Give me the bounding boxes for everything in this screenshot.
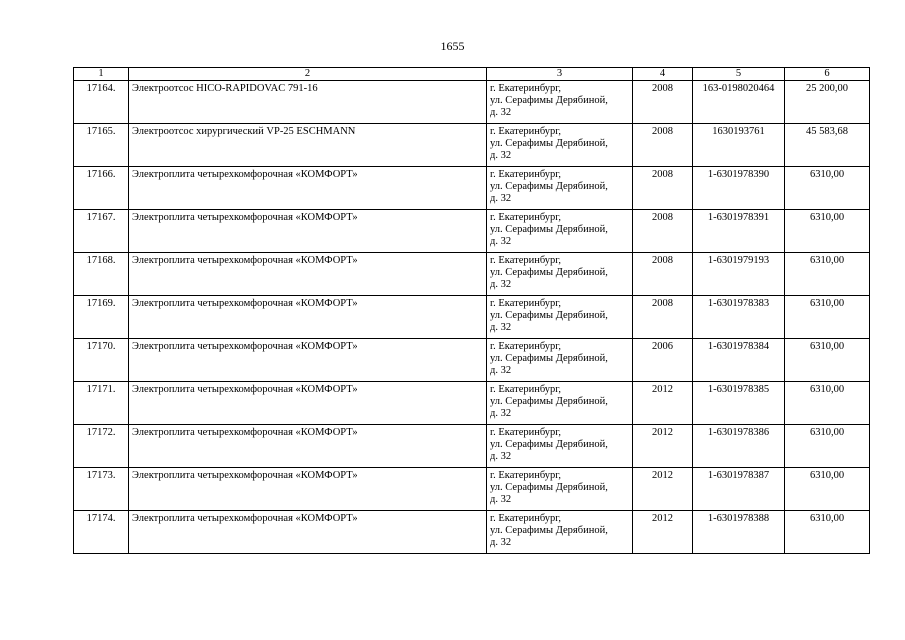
column-header-5: 5 <box>693 68 785 81</box>
item-year: 2006 <box>633 339 693 382</box>
address-line-3: д. 32 <box>490 365 512 376</box>
address-line-2: ул. Серафимы Дерябиной, <box>490 138 608 149</box>
item-price: 6310,00 <box>785 511 870 554</box>
item-address <box>487 167 633 210</box>
item-address <box>487 511 633 554</box>
table-row <box>74 425 870 468</box>
item-name: Электроотсос хирургический VP-25 ESCHMANN <box>129 124 487 167</box>
item-address <box>487 425 633 468</box>
address-line-2: ул. Серафимы Дерябиной, <box>490 181 608 192</box>
item-name: Электроплита четырехкомфорочная «КОМФОРТ» <box>129 296 487 339</box>
item-address <box>487 468 633 511</box>
row-number: 17171. <box>74 382 129 425</box>
table-row <box>74 81 870 124</box>
column-header-1: 1 <box>74 68 129 81</box>
item-price: 6310,00 <box>785 382 870 425</box>
item-price: 6310,00 <box>785 468 870 511</box>
table-row <box>74 296 870 339</box>
inventory-number: 1-6301978391 <box>693 210 785 253</box>
table-body <box>74 81 870 554</box>
item-name: Электроотсос HICO-RAPIDOVAC 791-16 <box>129 81 487 124</box>
item-year: 2008 <box>633 296 693 339</box>
item-year: 2012 <box>633 468 693 511</box>
row-number: 17168. <box>74 253 129 296</box>
address-line-2: ул. Серафимы Дерябиной, <box>490 353 608 364</box>
table-row <box>74 339 870 382</box>
table-row <box>74 253 870 296</box>
row-number: 17174. <box>74 511 129 554</box>
row-number: 17165. <box>74 124 129 167</box>
item-price: 6310,00 <box>785 339 870 382</box>
item-price: 6310,00 <box>785 167 870 210</box>
item-year: 2012 <box>633 382 693 425</box>
column-header-2: 2 <box>129 68 487 81</box>
item-price: 6310,00 <box>785 210 870 253</box>
address-line-2: ул. Серафимы Дерябиной, <box>490 95 608 106</box>
item-name: Электроплита четырехкомфорочная «КОМФОРТ» <box>129 382 487 425</box>
address-line-1: г. Екатеринбург, <box>490 384 562 395</box>
column-header-6: 6 <box>785 68 870 81</box>
address-line-2: ул. Серафимы Дерябиной, <box>490 267 608 278</box>
inventory-number: 1-6301978387 <box>693 468 785 511</box>
header-row <box>74 68 870 81</box>
address-line-1: г. Екатеринбург, <box>490 341 562 352</box>
address-line-2: ул. Серафимы Дерябиной, <box>490 224 608 235</box>
table-row <box>74 382 870 425</box>
table-header <box>74 68 870 81</box>
address-line-3: д. 32 <box>490 150 512 161</box>
inventory-number: 1-6301978386 <box>693 425 785 468</box>
table-row <box>74 210 870 253</box>
address-line-3: д. 32 <box>490 236 512 247</box>
table-row <box>74 468 870 511</box>
row-number: 17169. <box>74 296 129 339</box>
inventory-number: 1630193761 <box>693 124 785 167</box>
address-line-1: г. Екатеринбург, <box>490 212 562 223</box>
registry-table <box>73 67 870 554</box>
item-price: 45 583,68 <box>785 124 870 167</box>
address-line-3: д. 32 <box>490 279 512 290</box>
item-year: 2008 <box>633 81 693 124</box>
item-year: 2008 <box>633 210 693 253</box>
address-line-1: г. Екатеринбург, <box>490 427 562 438</box>
inventory-number: 1-6301978390 <box>693 167 785 210</box>
row-number: 17170. <box>74 339 129 382</box>
item-address <box>487 81 633 124</box>
address-line-1: г. Екатеринбург, <box>490 255 562 266</box>
address-line-3: д. 32 <box>490 408 512 419</box>
item-address <box>487 124 633 167</box>
address-line-3: д. 32 <box>490 537 512 548</box>
address-line-3: д. 32 <box>490 451 512 462</box>
column-header-4: 4 <box>633 68 693 81</box>
item-address <box>487 210 633 253</box>
table-row <box>74 167 870 210</box>
item-name: Электроплита четырехкомфорочная «КОМФОРТ» <box>129 425 487 468</box>
page-number: 1655 <box>440 39 465 53</box>
row-number: 17173. <box>74 468 129 511</box>
item-address <box>487 339 633 382</box>
inventory-number: 1-6301978384 <box>693 339 785 382</box>
address-line-3: д. 32 <box>490 322 512 333</box>
item-price: 6310,00 <box>785 253 870 296</box>
row-number: 17164. <box>74 81 129 124</box>
inventory-number: 1-6301978385 <box>693 382 785 425</box>
item-name: Электроплита четырехкомфорочная «КОМФОРТ» <box>129 511 487 554</box>
item-price: 6310,00 <box>785 425 870 468</box>
item-name: Электроплита четырехкомфорочная «КОМФОРТ» <box>129 339 487 382</box>
address-line-2: ул. Серафимы Дерябиной, <box>490 482 608 493</box>
address-line-1: г. Екатеринбург, <box>490 83 562 94</box>
address-line-2: ул. Серафимы Дерябиной, <box>490 396 608 407</box>
address-line-3: д. 32 <box>490 193 512 204</box>
address-line-1: г. Екатеринбург, <box>490 169 562 180</box>
item-name: Электроплита четырехкомфорочная «КОМФОРТ» <box>129 210 487 253</box>
inventory-number: 163-0198020464 <box>693 81 785 124</box>
item-address <box>487 382 633 425</box>
row-number: 17172. <box>74 425 129 468</box>
item-address <box>487 296 633 339</box>
address-line-3: д. 32 <box>490 107 512 118</box>
inventory-number: 1-6301978388 <box>693 511 785 554</box>
item-name: Электроплита четырехкомфорочная «КОМФОРТ» <box>129 167 487 210</box>
item-price: 6310,00 <box>785 296 870 339</box>
address-line-2: ул. Серафимы Дерябиной, <box>490 525 608 536</box>
item-year: 2008 <box>633 124 693 167</box>
address-line-2: ул. Серафимы Дерябиной, <box>490 439 608 450</box>
item-price: 25 200,00 <box>785 81 870 124</box>
address-line-2: ул. Серафимы Дерябиной, <box>490 310 608 321</box>
item-address <box>487 253 633 296</box>
item-name: Электроплита четырехкомфорочная «КОМФОРТ» <box>129 253 487 296</box>
row-number: 17167. <box>74 210 129 253</box>
address-line-1: г. Екатеринбург, <box>490 513 562 524</box>
address-line-3: д. 32 <box>490 494 512 505</box>
inventory-number: 1-6301978383 <box>693 296 785 339</box>
row-number: 17166. <box>74 167 129 210</box>
inventory-number: 1-6301979193 <box>693 253 785 296</box>
table-row <box>74 511 870 554</box>
item-year: 2012 <box>633 511 693 554</box>
item-year: 2008 <box>633 167 693 210</box>
item-year: 2008 <box>633 253 693 296</box>
item-name: Электроплита четырехкомфорочная «КОМФОРТ» <box>129 468 487 511</box>
table-row <box>74 124 870 167</box>
item-year: 2012 <box>633 425 693 468</box>
address-line-1: г. Екатеринбург, <box>490 298 562 309</box>
column-header-3: 3 <box>487 68 633 81</box>
address-line-1: г. Екатеринбург, <box>490 126 562 137</box>
address-line-1: г. Екатеринбург, <box>490 470 562 481</box>
